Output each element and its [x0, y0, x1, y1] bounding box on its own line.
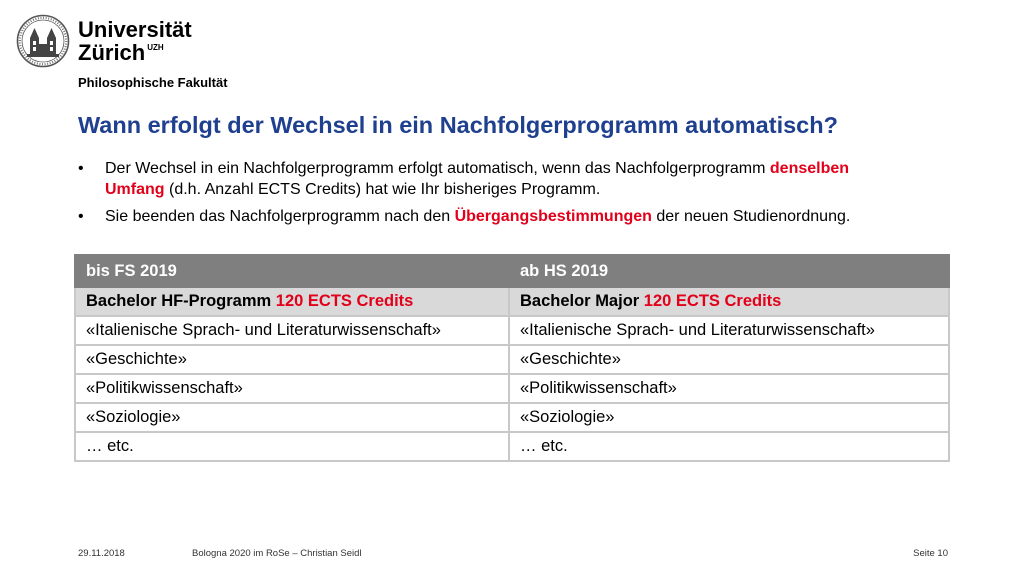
table-cell-new: «Italienische Sprach- und Literaturwissenschaft»	[509, 316, 949, 345]
footer-page-number: Seite 10	[913, 548, 948, 559]
subheader-old	[75, 287, 509, 316]
table-cell-new: «Soziologie»	[509, 403, 949, 432]
table-row	[75, 316, 949, 345]
table-cell-old: «Politikwissenschaft»	[75, 374, 509, 403]
subheader-new	[509, 287, 949, 316]
bullet1-text-after: (d.h. Anzahl ECTS Credits) hat wie Ihr bisheriges Programm.	[164, 181, 601, 198]
column-header-new: ab HS 2019	[509, 255, 949, 287]
bullet2-text-after: der neuen Studienordnung.	[651, 208, 851, 225]
bullet1-highlight: denselben Umfang	[105, 160, 850, 198]
subheader-old-program: Bachelor HF-Programm	[86, 292, 276, 310]
footer-date: 29.11.2018	[78, 548, 125, 559]
table-cell-old: «Italienische Sprach- und Literaturwissenschaft»	[75, 316, 509, 345]
column-header-old: bis FS 2019	[75, 255, 509, 287]
table-row	[75, 403, 949, 432]
subheader-new-program: Bachelor Major	[520, 292, 644, 310]
table-cell-new: … etc.	[509, 432, 949, 461]
table-cell-new: «Politikwissenschaft»	[509, 374, 949, 403]
table-row	[75, 432, 949, 461]
subheader-new-credits: 120 ECTS Credits	[643, 292, 782, 310]
table-cell-old: «Geschichte»	[75, 345, 509, 374]
table-header-row	[75, 255, 949, 287]
bullet-icon: •	[78, 208, 84, 225]
university-logo	[16, 14, 192, 68]
table-cell-old: «Soziologie»	[75, 403, 509, 432]
faculty-name: Philosophische Fakultät	[78, 75, 228, 90]
table-subheader-row	[75, 287, 949, 316]
bullet-item	[78, 206, 878, 227]
table-cell-old: … etc.	[75, 432, 509, 461]
bullet-list	[78, 158, 878, 233]
university-name-line1: Universität	[78, 17, 192, 42]
slide-title: Wann erfolgt der Wechsel in ein Nachfolgerprogramm automatisch?	[78, 112, 838, 138]
bullet-item	[78, 158, 878, 200]
university-name-line2: Zürich	[78, 40, 146, 65]
bullet-icon: •	[78, 160, 84, 177]
bullet2-highlight: Übergangsbestimmungen	[454, 208, 652, 225]
table-row	[75, 374, 949, 403]
table-cell-new: «Geschichte»	[509, 345, 949, 374]
university-name	[78, 18, 192, 64]
university-seal-icon	[16, 14, 70, 68]
bullet1-text-before: Der Wechsel in ein Nachfolgerprogramm erfolgt automatisch, wenn das Nachfolgerprogramm	[105, 160, 770, 177]
subheader-old-credits: 120 ECTS Credits	[275, 292, 414, 310]
program-comparison-table	[74, 254, 950, 462]
bullet2-text-before: Sie beenden das Nachfolgerprogramm nach den	[105, 208, 455, 225]
table-row	[75, 345, 949, 374]
footer-talk-title: Bologna 2020 im RoSe – Christian Seidl	[192, 548, 362, 559]
university-abbreviation: UZH	[147, 43, 164, 52]
